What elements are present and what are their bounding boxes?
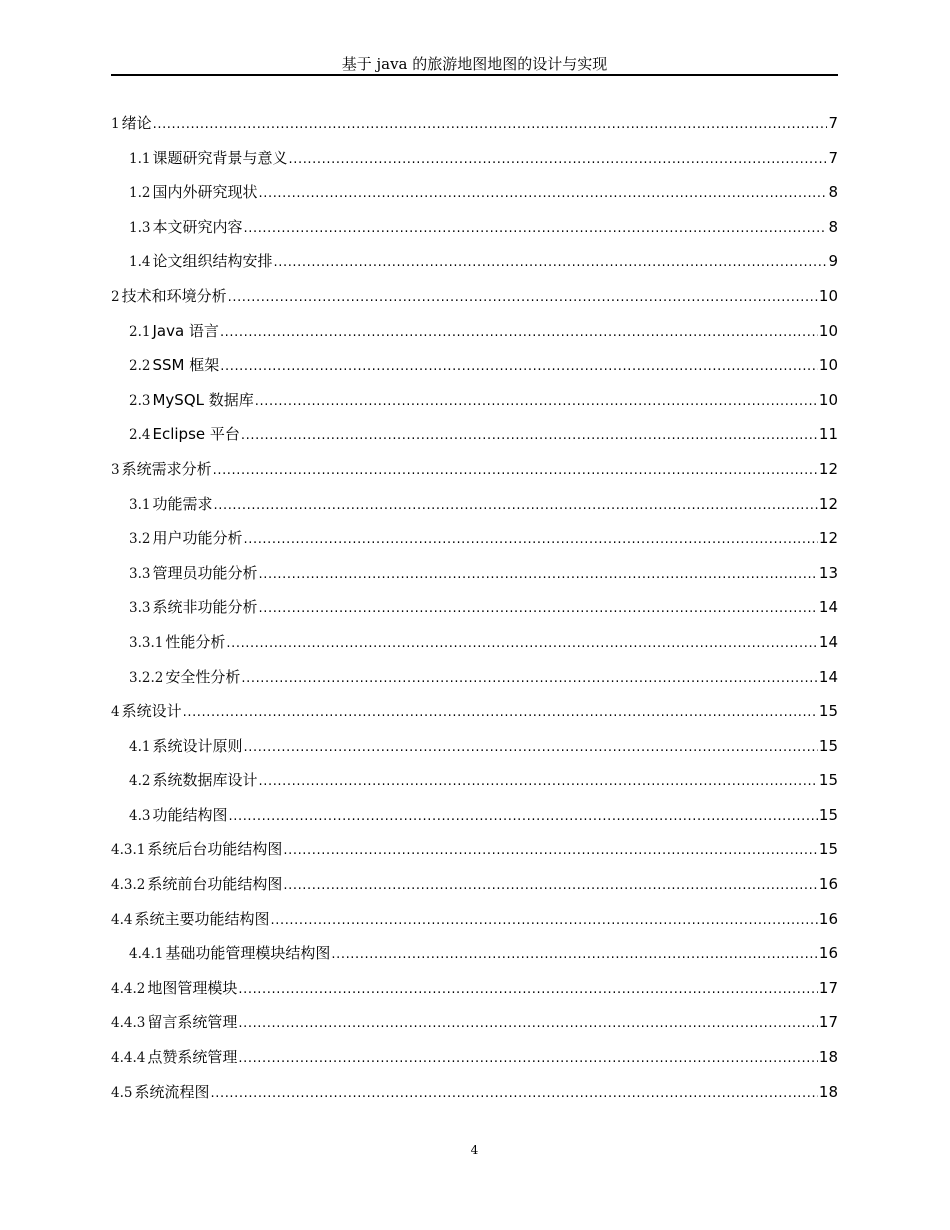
toc-entry-title: 技术和环境分析 [121, 286, 227, 305]
page-number: 4 [470, 1143, 479, 1157]
toc-entry-title: 绪论 [121, 114, 152, 132]
toc-entry-page: 10 [818, 356, 838, 375]
toc-dot-leader [220, 350, 818, 385]
toc-entry-number: 2.2 [129, 358, 151, 375]
toc-entry-number: 4.4 [111, 911, 133, 928]
toc-entry-title: 系统数据库设计 [152, 771, 258, 790]
toc-dot-leader [241, 419, 818, 454]
toc-entry[interactable] [111, 141, 838, 176]
toc-dot-leader [238, 1007, 818, 1042]
toc-entry-page: 15 [818, 771, 838, 790]
toc-entry-number: 3.3 [129, 565, 151, 582]
toc-entry[interactable] [111, 244, 838, 279]
toc-entry-page: 14 [818, 667, 838, 686]
toc-entry-page: 13 [818, 563, 838, 582]
toc-entry-page: 16 [818, 875, 838, 894]
toc-entry[interactable] [111, 1040, 838, 1075]
toc-entry[interactable] [111, 936, 838, 971]
toc-entry-page: 15 [818, 840, 838, 859]
toc-dot-leader [153, 108, 828, 143]
toc-entry-page: 17 [818, 1013, 838, 1032]
toc-entry[interactable] [111, 729, 838, 764]
toc-entry-title: 留言系统管理 [147, 1013, 238, 1032]
toc-entry-title: 用户功能分析 [152, 529, 243, 548]
toc-entry-title: 国内外研究现状 [152, 183, 258, 202]
toc-dot-leader [244, 212, 828, 247]
toc-dot-leader [283, 834, 818, 869]
toc-entry-number: 3.3.1 [129, 634, 164, 651]
toc-entry-number: 4.3.2 [111, 877, 146, 894]
page-header: 基于 java 的旅游地图地图的设计与实现 [341, 55, 608, 73]
toc-entry-page: 15 [818, 702, 838, 721]
toc-dot-leader [238, 973, 818, 1008]
toc-entry-number: 4.1 [129, 738, 151, 755]
toc-dot-leader [244, 731, 818, 766]
toc-dot-leader [228, 281, 818, 316]
toc-dot-leader [331, 938, 818, 973]
toc-entry-title: 系统设计原则 [152, 736, 243, 755]
toc-entry-page: 12 [818, 459, 838, 478]
toc-entry[interactable] [111, 556, 838, 591]
toc-entry-page: 18 [818, 1048, 838, 1067]
toc-entry-page: 7 [828, 148, 838, 167]
toc-entry-title: 本文研究内容 [152, 217, 243, 236]
toc-entry-number: 3.3 [129, 600, 151, 617]
toc-dot-leader [241, 662, 818, 697]
toc-dot-leader [211, 1077, 818, 1112]
toc-entry-title: 论文组织结构安排 [152, 252, 273, 271]
toc-entry-number: 1.1 [129, 150, 151, 167]
toc-entry-title: 基础功能管理模块结构图 [165, 944, 331, 963]
toc-entry-title: 管理员功能分析 [152, 563, 258, 582]
toc-entry[interactable] [111, 971, 838, 1006]
toc-entry-number: 1.2 [129, 185, 151, 202]
toc-entry-page: 9 [828, 252, 838, 271]
toc-entry-number: 1.3 [129, 219, 151, 236]
toc-entry-number: 1 [111, 116, 120, 132]
toc-dot-leader [289, 143, 828, 178]
toc-entry-page: 15 [818, 736, 838, 755]
toc-dot-leader [214, 489, 818, 524]
toc-entry[interactable] [111, 279, 838, 314]
toc-dot-leader [220, 316, 818, 351]
toc-entry[interactable] [111, 763, 838, 798]
toc-dot-leader [229, 800, 818, 835]
toc-entry-number: 4 [111, 704, 120, 721]
toc-entry-number: 4.4.2 [111, 980, 146, 997]
toc-entry-page: 15 [818, 805, 838, 824]
toc-dot-leader [255, 385, 818, 420]
toc-entry[interactable] [111, 314, 838, 349]
toc-entry-title: 安全性分析 [165, 667, 241, 686]
toc-entry-title: MySQL 数据库 [152, 390, 254, 409]
toc-entry-page: 10 [818, 390, 838, 409]
toc-dot-leader [274, 246, 828, 281]
toc-entry-page: 14 [818, 632, 838, 651]
toc-entry-title: 课题研究背景与意义 [152, 148, 288, 167]
toc-entry[interactable] [111, 210, 838, 245]
toc-dot-leader [238, 1042, 818, 1077]
toc-entry-title: 点赞系统管理 [147, 1048, 238, 1067]
toc-entry[interactable] [111, 660, 838, 695]
toc-entry[interactable] [111, 383, 838, 418]
header-rule [111, 74, 838, 76]
toc-entry-title: 性能分析 [165, 632, 226, 651]
toc-entry-number: 4.3 [129, 807, 151, 824]
toc-entry-page: 16 [818, 944, 838, 963]
toc-entry[interactable] [111, 798, 838, 833]
toc-entry[interactable] [111, 1075, 838, 1110]
toc-entry[interactable] [111, 106, 838, 141]
toc-entry[interactable] [111, 348, 838, 383]
toc-entry-number: 4.4.1 [129, 946, 164, 963]
table-of-contents [111, 106, 838, 1109]
toc-entry-page: 8 [828, 217, 838, 236]
toc-entry-title: 系统需求分析 [121, 459, 212, 478]
toc-entry-page: 14 [818, 598, 838, 617]
toc-entry-page: 7 [828, 114, 838, 132]
toc-dot-leader [244, 523, 818, 558]
toc-entry-number: 4.4.3 [111, 1015, 146, 1032]
toc-entry-number: 2.1 [129, 323, 151, 340]
toc-dot-leader [259, 177, 828, 212]
toc-entry-page: 10 [818, 286, 838, 305]
toc-entry[interactable] [111, 590, 838, 625]
toc-entry-title: SSM 框架 [152, 356, 220, 375]
toc-dot-leader [283, 869, 818, 904]
toc-entry[interactable] [111, 902, 838, 937]
toc-entry-title: Eclipse 平台 [152, 425, 240, 444]
toc-entry-title: 系统设计 [121, 702, 182, 721]
toc-entry[interactable] [111, 175, 838, 210]
toc-entry-number: 3 [111, 461, 120, 478]
toc-entry-title: 系统非功能分析 [152, 598, 258, 617]
toc-entry-page: 16 [818, 909, 838, 928]
toc-entry-title: 功能结构图 [152, 805, 228, 824]
toc-entry[interactable] [111, 487, 838, 522]
toc-entry-title: 系统流程图 [134, 1082, 210, 1101]
toc-entry-number: 4.5 [111, 1084, 133, 1101]
toc-entry-number: 4.3.1 [111, 842, 146, 859]
toc-entry-number: 4.4.4 [111, 1050, 146, 1067]
toc-entry-title: Java 语言 [152, 321, 219, 340]
toc-entry-page: 18 [818, 1082, 838, 1101]
toc-entry-title: 系统后台功能结构图 [147, 840, 283, 859]
toc-dot-leader [259, 765, 818, 800]
toc-entry[interactable] [111, 694, 838, 729]
toc-entry-page: 12 [818, 494, 838, 513]
toc-entry-number: 1.4 [129, 254, 151, 271]
toc-dot-leader [213, 454, 818, 489]
toc-entry[interactable] [111, 867, 838, 902]
toc-entry-page: 12 [818, 529, 838, 548]
toc-entry-number: 4.2 [129, 773, 151, 790]
toc-entry-title: 系统前台功能结构图 [147, 875, 283, 894]
toc-entry-page: 10 [818, 321, 838, 340]
toc-entry[interactable] [111, 832, 838, 867]
toc-entry[interactable] [111, 1005, 838, 1040]
toc-entry[interactable] [111, 417, 838, 452]
toc-entry-number: 3.2.2 [129, 669, 164, 686]
toc-entry-number: 2 [111, 288, 120, 305]
toc-entry-page: 17 [818, 978, 838, 997]
toc-entry-title: 地图管理模块 [147, 978, 238, 997]
toc-entry-number: 2.3 [129, 392, 151, 409]
toc-entry-page: 11 [818, 425, 838, 444]
toc-entry-page: 8 [828, 183, 838, 202]
toc-entry-number: 3.1 [129, 496, 151, 513]
toc-dot-leader [259, 558, 818, 593]
toc-entry[interactable] [111, 521, 838, 556]
toc-entry[interactable] [111, 625, 838, 660]
toc-entry-number: 3.2 [129, 531, 151, 548]
toc-entry-title: 功能需求 [152, 494, 213, 513]
toc-entry-number: 2.4 [129, 427, 151, 444]
toc-entry[interactable] [111, 452, 838, 487]
toc-dot-leader [226, 627, 818, 662]
toc-dot-leader [183, 696, 818, 731]
toc-entry-title: 系统主要功能结构图 [134, 909, 270, 928]
toc-dot-leader [271, 904, 818, 939]
toc-dot-leader [259, 592, 818, 627]
